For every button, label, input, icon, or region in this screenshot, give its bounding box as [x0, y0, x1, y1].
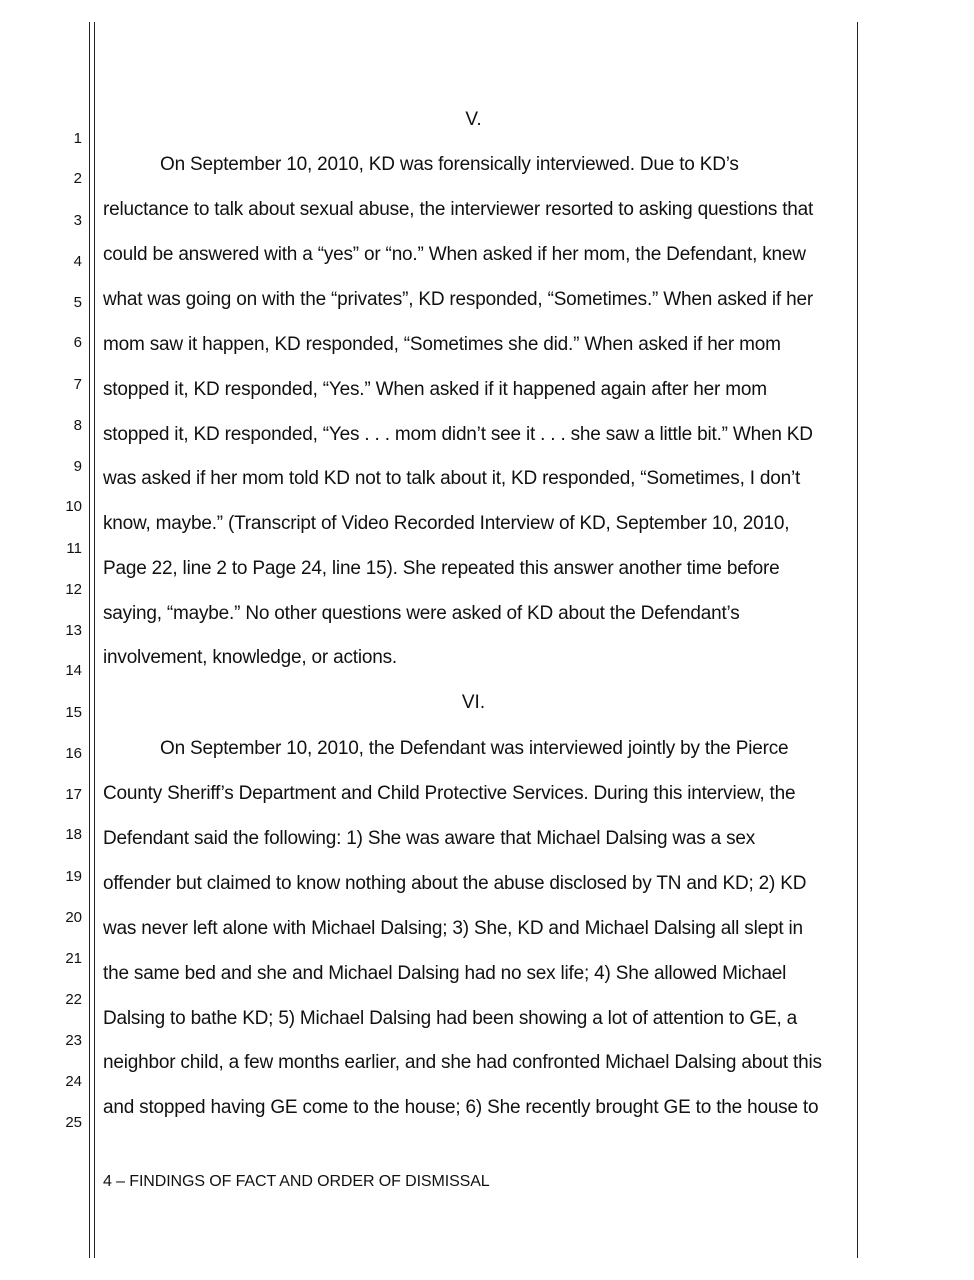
line-number: 1	[73, 130, 82, 147]
line-number: 25	[65, 1114, 82, 1131]
text-line: the same bed and she and Michael Dalsing had no sex life; 4) She allowed Michael	[103, 963, 787, 984]
line-number: 17	[65, 786, 82, 803]
text-line: neighbor child, a few months earlier, and she had confronted Michael Dalsing about this	[103, 1052, 822, 1073]
line-number: 11	[66, 540, 82, 557]
line-number: 20	[65, 909, 82, 926]
text-line: Dalsing to bathe KD; 5) Michael Dalsing had been showing a lot of attention to GE, a	[103, 1008, 798, 1029]
line-number: 24	[65, 1073, 82, 1090]
line-number: 4	[73, 253, 82, 270]
text-line: was asked if her mom told KD not to talk about it, KD responded, “Sometimes, I don’t	[103, 468, 801, 489]
text-line: what was going on with the “privates”, KD responded, “Sometimes.” When asked if her	[103, 289, 813, 310]
text-line: offender but claimed to know nothing about the abuse disclosed by TN and KD; 2) KD	[103, 873, 807, 894]
text-line: involvement, knowledge, or actions.	[103, 647, 397, 668]
line-number: 9	[73, 458, 82, 475]
text-line: was never left alone with Michael Dalsing; 3) She, KD and Michael Dalsing all slept in	[103, 918, 803, 939]
line-number: 10	[65, 498, 82, 515]
left-margin-rule-inner	[94, 22, 95, 1258]
right-margin-rule	[857, 22, 858, 1258]
text-line: reluctance to talk about sexual abuse, the interviewer resorted to asking questions that	[103, 199, 814, 220]
line-number: 23	[65, 1032, 82, 1049]
text-line: On September 10, 2010, KD was forensically interviewed. Due to KD’s	[160, 154, 739, 175]
line-number: 18	[65, 826, 82, 843]
left-margin-rule	[89, 22, 90, 1258]
text-line: Defendant said the following: 1) She was aware that Michael Dalsing was a sex	[103, 828, 756, 849]
text-line: know, maybe.” (Transcript of Video Recorded Interview of KD, September 10, 2010,	[103, 513, 790, 534]
line-number: 15	[65, 704, 82, 721]
page-footer: 4 – FINDINGS OF FACT AND ORDER OF DISMISSAL	[103, 1173, 490, 1190]
text-line: Page 22, line 2 to Page 24, line 15). She repeated this answer another time before	[103, 558, 780, 579]
line-number: 21	[65, 950, 82, 967]
line-number: 5	[73, 294, 82, 311]
line-number: 7	[73, 376, 82, 393]
line-number: 6	[73, 334, 82, 351]
text-line: and stopped having GE come to the house; 6) She recently brought GE to the house to	[103, 1097, 819, 1118]
line-number: 22	[65, 991, 82, 1008]
text-line: could be answered with a “yes” or “no.” When asked if her mom, the Defendant, knew	[103, 244, 806, 265]
line-number: 13	[65, 622, 82, 639]
text-line: stopped it, KD responded, “Yes . . . mom didn’t see it . . . she saw a little bit.” When KD	[103, 424, 813, 445]
text-line: mom saw it happen, KD responded, “Sometimes she did.” When asked if her mom	[103, 334, 781, 355]
text-line: On September 10, 2010, the Defendant was interviewed jointly by the Pierce	[160, 738, 789, 759]
line-number: 12	[65, 581, 82, 598]
line-number: 16	[65, 745, 82, 762]
line-number: 2	[73, 170, 82, 187]
text-line: saying, “maybe.” No other questions were asked of KD about the Defendant’s	[103, 603, 740, 624]
line-number: 19	[65, 868, 82, 885]
line-number: 3	[73, 212, 82, 229]
text-line: stopped it, KD responded, “Yes.” When asked if it happened again after her mom	[103, 379, 767, 400]
line-number: 8	[73, 417, 82, 434]
line-number: 14	[65, 662, 82, 679]
section-heading-vi: VI.	[461, 692, 486, 713]
section-heading-v: V.	[465, 109, 482, 130]
text-line: County Sheriff’s Department and Child Protective Services. During this interview, the	[103, 783, 796, 804]
